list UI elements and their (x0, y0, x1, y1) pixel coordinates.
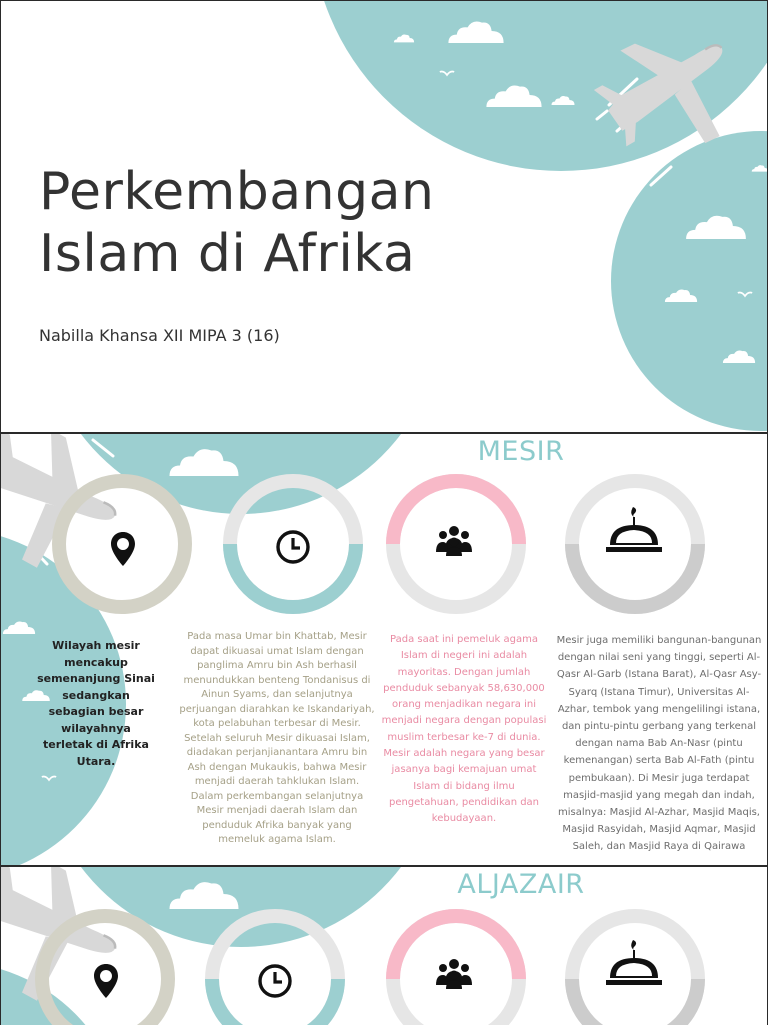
mesir-population-text: Pada saat ini pemeluk agama Islam di negeri ini adalah mayoritas. Dengan jumlah penduduk sebanyak 58,630,000 orang menjadikan negara ini menjadi negara dengan populasi muslim terbesar ke-7 di dunia. Mesir adalah negara yang besar jasanya bagi kemajuan umat Islam di bidang ilmu pengetahuan, pendidikan dan kebudayaan. (381, 634, 547, 825)
map-pin-icon (94, 964, 118, 998)
mosque-dome-icon (606, 940, 662, 985)
mesir-history-text: Pada masa Umar bin Khattab, Mesir dapat dikuasai umat Islam dengan panglima Amru bin Ash berhasil menundukkan benteng Tondanisus di Ainun Syams, dan selanjutnya perjuangan diarahkan ke Iskandariyah, kota pelabuhan terbesar di Mesir. Setelah seluruh Mesir dikuasai Islam, diadakan perjanjianantara Amru bin Ash dengan Mukaukis, bahwa Mesir menjadi daerah tahklukan Islam. Dalam perkembangan selanjutnya Mesir menjadi daerah Islam dan penduduk Afrika banyak yang memeluk agama Islam. (179, 631, 375, 845)
slide3-background (1, 867, 767, 1025)
mosque-dome-icon (606, 507, 662, 552)
rings (59, 481, 698, 607)
mesir-buildings-text: Mesir juga memiliki bangunan-bangunan dengan nilai seni yang tinggi, seperti Al-Qasr Al-Garb (Istana Barat), Al-Qasr Asy-Syarq (Istana Timur), Universitas Al-Azhar, tembok yang mengelilingi istana, dan pintu-pintu gerbang yang terkenal dengan nama Bab An-Nasr (pintu kemenangan) serta Bab Al-Fath (pintu pembukaan). Di Mesir juga terdapat masjid-masjid yang megah dan indah, misalnya: Masjid Al-Azhar, Masjid Maqis, Masjid Rasyidah, Masjid Aqmar, Masjid Saleh, dan Masjid Raya di Qairawa (556, 635, 762, 853)
presentation-subtitle: Nabilla Khansa XII MIPA 3 (16) (39, 326, 280, 345)
map-pin-icon (111, 532, 135, 566)
people-icon (436, 959, 472, 989)
title-line-2: Islam di Afrika (39, 224, 416, 284)
mesir-slide (0, 433, 768, 866)
title-slide (0, 0, 768, 433)
presentation-title (39, 161, 434, 285)
clock-icon (260, 966, 290, 996)
mesir-location-text: Wilayah mesir mencakup semenanjung Sinai sedangkan sebagian besar wilayahnya terletak di Afrika Utara. (37, 639, 155, 768)
ring-population (393, 916, 519, 1025)
people-icon (436, 526, 472, 556)
clock-icon (278, 532, 308, 562)
teal-circle-right (611, 131, 767, 431)
section-heading-mesir: MESIR (477, 436, 565, 467)
ring-location (59, 481, 185, 607)
aljazair-slide (0, 866, 768, 1025)
rings (42, 916, 698, 1025)
section-heading-aljazair: ALJAZAIR (457, 869, 585, 900)
title-line-1: Perkembangan (39, 162, 435, 222)
